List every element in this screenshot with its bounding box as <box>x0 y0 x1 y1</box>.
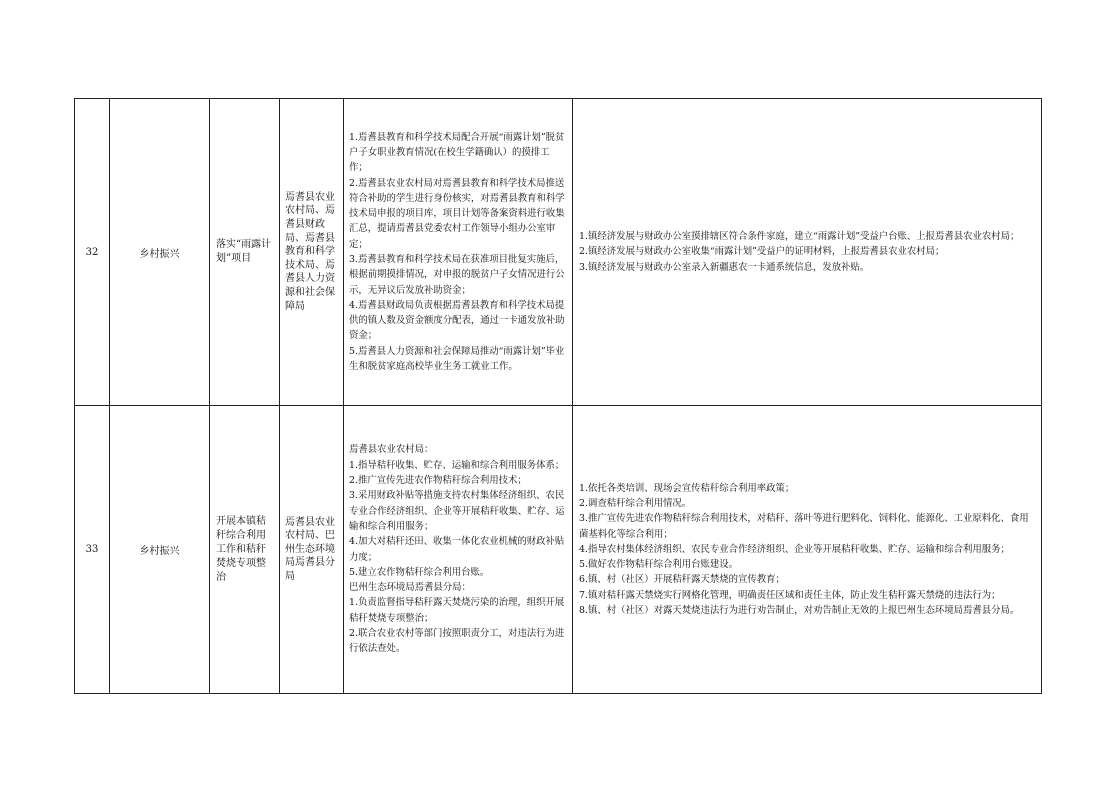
responsibility-line: 2.推广宣传先进农作物秸秆综合利用技术； <box>349 475 527 487</box>
responsibilities-cell <box>344 406 573 694</box>
responsibility-table <box>74 98 1042 694</box>
row-number: 32 <box>75 99 110 406</box>
duty-line: 3.镇经济发展与财政办公室录入新疆惠农一卡通系统信息，发放补贴。 <box>579 261 870 273</box>
duty-line: 4.指导农村集体经济组织、农民专业合作经济组织、企业等开展秸秆收集、贮存、运输和综合利用服务； <box>579 543 1010 555</box>
duty-line: 1.依托各类培训、现场会宣传秸秆综合利用率政策； <box>579 482 795 494</box>
responsibility-line: 巴州生态环境局焉耆县分局： <box>349 582 471 594</box>
town-duties-cell <box>573 406 1042 694</box>
responsibility-line: 3.焉耆县教育和科学技术局在获准项目批复实施后，根据前期摸排情况，对申报的脱贫户子女情况进行公示，无异议后发放补助资金； <box>349 254 565 296</box>
responsibility-line: 4.加大对秸秆还田、收集一体化农业机械的财政补贴力度； <box>349 536 565 563</box>
duty-line: 2.调查秸秆综合利用情况。 <box>579 497 692 509</box>
item-cell: 落实“雨露计划”项目 <box>210 99 280 406</box>
departments-cell: 焉耆县农业农村局、巴州生态环境局焉耆县分局 <box>280 406 344 694</box>
responsibility-line: 5.焉耆县人力资源和社会保障局推动“雨露计划”毕业生和脱贫家庭高校毕业生务工就业工作。 <box>349 345 565 373</box>
responsibility-line: 1.指导秸秆收集、贮存、运输和综合利用服务体系； <box>349 459 565 471</box>
responsibility-line: 1.焉耆县教育和科学技术局配合开展“雨露计划”脱贫户子女职业教育情况(在校生学籍确认）的摸排工作； <box>349 131 565 174</box>
duty-line: 2.镇经济发展与财政办公室收集“雨露计划”受益户的证明材料，上报焉耆县农业农村局； <box>579 246 945 258</box>
table-row <box>75 406 1042 694</box>
table-row <box>75 99 1042 406</box>
row-number: 33 <box>75 406 110 694</box>
category-cell: 乡村振兴 <box>110 99 210 406</box>
duty-line: 6.镇、村（社区）开展秸秆露天禁烧的宣传教育； <box>579 574 785 586</box>
responsibility-line: 2.联合农业农村等部门按照职责分工，对违法行为进行依法查处。 <box>349 627 565 655</box>
town-duties-cell <box>573 99 1042 406</box>
category-cell: 乡村振兴 <box>110 406 210 694</box>
duty-line: 5.做好农作物秸秆综合利用台账建设。 <box>579 559 738 571</box>
duty-line: 1.镇经济发展与财政办公室摸排辖区符合条件家庭，建立“雨露计划”受益户台账、上报焉耆县农业农村局； <box>579 231 1020 243</box>
duty-line: 8.镇、村（社区）对露天焚烧违法行为进行劝告制止，对劝告制止无效的上报巴州生态环境局焉耆县分局。 <box>579 605 1020 617</box>
responsibilities-cell <box>344 99 573 406</box>
responsibility-line: 5.建立农作物秸秆综合利用台账。 <box>349 566 490 578</box>
responsibility-line: 1.负责监督指导秸秆露天焚烧污染的治理，组织开展秸秆焚烧专项整治； <box>349 597 565 624</box>
responsibility-line: 焉耆县农业农村局： <box>349 444 434 456</box>
duty-line: 3.推广宣传先进农作物秸秆综合利用技术，对秸秆、落叶等进行肥料化、饲料化、能源化、工业原料化、食用菌基料化等综合利用； <box>579 513 1029 540</box>
responsibility-line: 2.焉耆县农业农村局对焉耆县教育和科学技术局推送符合补助的学生进行身份核实，对焉耆县教育和科学技术局申报的项目库，项目计划等备案资料进行收集汇总，提请焉耆县党委农村工作领导小组办公室审定； <box>349 177 565 250</box>
item-cell: 开展本镇秸秆综合利用工作和秸秆焚烧专项整治 <box>210 406 280 694</box>
duty-line: 7.镇对秸秆露天禁烧实行网格化管理，明确责任区域和责任主体，防止发生秸秆露天禁烧的违法行为； <box>579 589 1001 601</box>
departments-cell: 焉耆县农业农村局、焉耆县财政局、焉耆县教育和科学技术局、焉耆县人力资源和社会保障局 <box>280 99 344 406</box>
responsibility-line: 4.焉耆县财政局负责根据焉耆县教育和科学技术局提供的镇人数及资金额度分配表，通过一卡通发放补助资金； <box>349 299 565 342</box>
responsibility-line: 3.采用财政补贴等措施支持农村集体经济组织、农民专业合作经济组织、企业等开展秸秆收集、贮存、运输和综合利用服务； <box>349 490 565 532</box>
